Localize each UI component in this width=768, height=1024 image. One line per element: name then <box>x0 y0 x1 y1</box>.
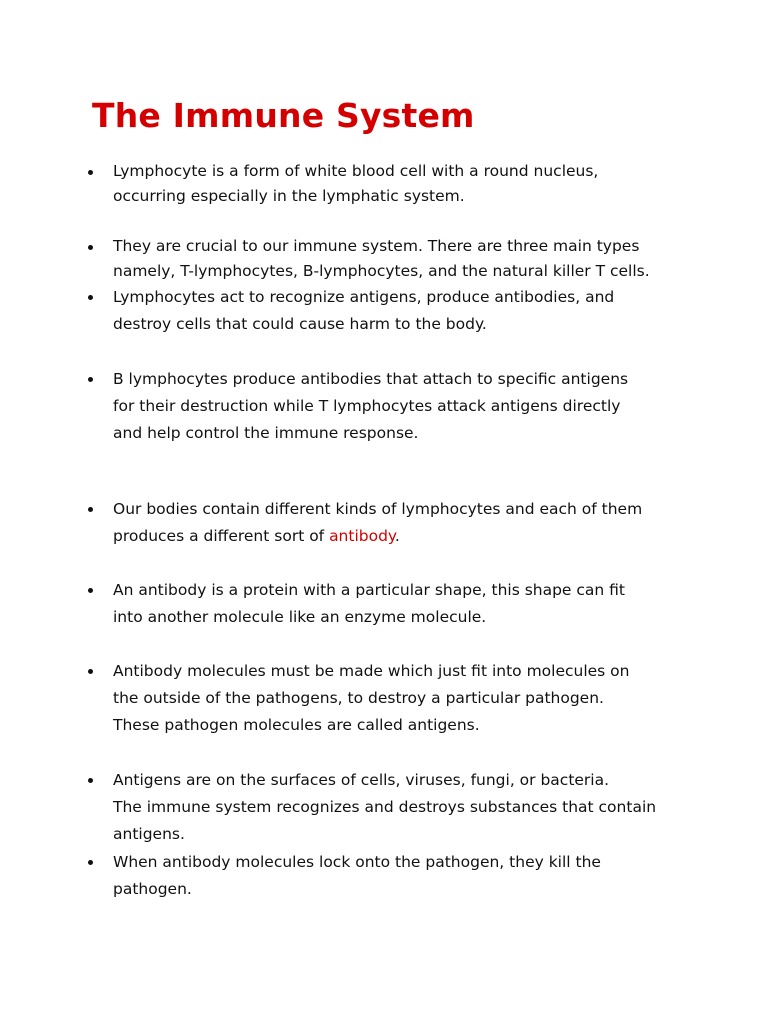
text-line: B lymphocytes produce antibodies that attach to specific antigens <box>113 370 629 388</box>
bullet-icon <box>88 170 93 175</box>
page-title: The Immune System <box>92 96 475 135</box>
text-line: namely, T-lymphocytes, B-lymphocytes, and the natural killer T cells. <box>113 262 650 280</box>
text-line: An antibody is a protein with a particular shape, this shape can fit <box>113 581 626 599</box>
text-line <box>113 523 698 550</box>
text-line: destroy cells that could cause harm to the body. <box>113 315 487 333</box>
text-segment: . <box>394 527 400 545</box>
text-line: into another molecule like an enzyme molecule. <box>113 608 487 626</box>
text-line: antigens. <box>113 825 185 843</box>
bullet-text <box>113 496 698 550</box>
bullet-text <box>113 366 698 447</box>
text-line: the outside of the pathogens, to destroy a particular pathogen. <box>113 689 604 707</box>
text-line: Our bodies contain different kinds of lymphocytes and each of them <box>113 500 643 518</box>
bullet-icon <box>88 588 93 593</box>
text-line: They are crucial to our immune system. There are three main types <box>113 237 640 255</box>
text-line: occurring especially in the lymphatic system. <box>113 187 465 205</box>
text-line: These pathogen molecules are called antigens. <box>113 716 480 734</box>
text-line: When antibody molecules lock onto the pathogen, they kill the <box>113 853 601 871</box>
text-line: Lymphocyte is a form of white blood cell with a round nucleus, <box>113 162 599 180</box>
text-line: Antigens are on the surfaces of cells, viruses, fungi, or bacteria. <box>113 771 610 789</box>
bullet-text <box>113 577 698 631</box>
bullet-icon <box>88 295 93 300</box>
bullet-text <box>113 234 698 284</box>
text-line: Antibody molecules must be made which just fit into molecules on <box>113 662 630 680</box>
antibody-highlight: antibody <box>329 527 395 545</box>
text-line: The immune system recognizes and destroys substances that contain <box>113 798 657 816</box>
bullet-text <box>113 159 698 209</box>
text-line: pathogen. <box>113 880 192 898</box>
text-line: and help control the immune response. <box>113 424 419 442</box>
bullet-icon <box>88 669 93 674</box>
bullet-icon <box>88 860 93 865</box>
bullet-text <box>113 284 698 338</box>
bullet-icon <box>88 245 93 250</box>
bullet-text <box>113 767 698 848</box>
bullet-icon <box>88 778 93 783</box>
bullet-icon <box>88 507 93 512</box>
text-line: Lymphocytes act to recognize antigens, produce antibodies, and <box>113 288 615 306</box>
bullet-text <box>113 658 698 739</box>
text-segment: produces a different sort of <box>113 527 330 545</box>
text-line: for their destruction while T lymphocytes attack antigens directly <box>113 397 621 415</box>
bullet-text <box>113 849 698 903</box>
bullet-icon <box>88 377 93 382</box>
